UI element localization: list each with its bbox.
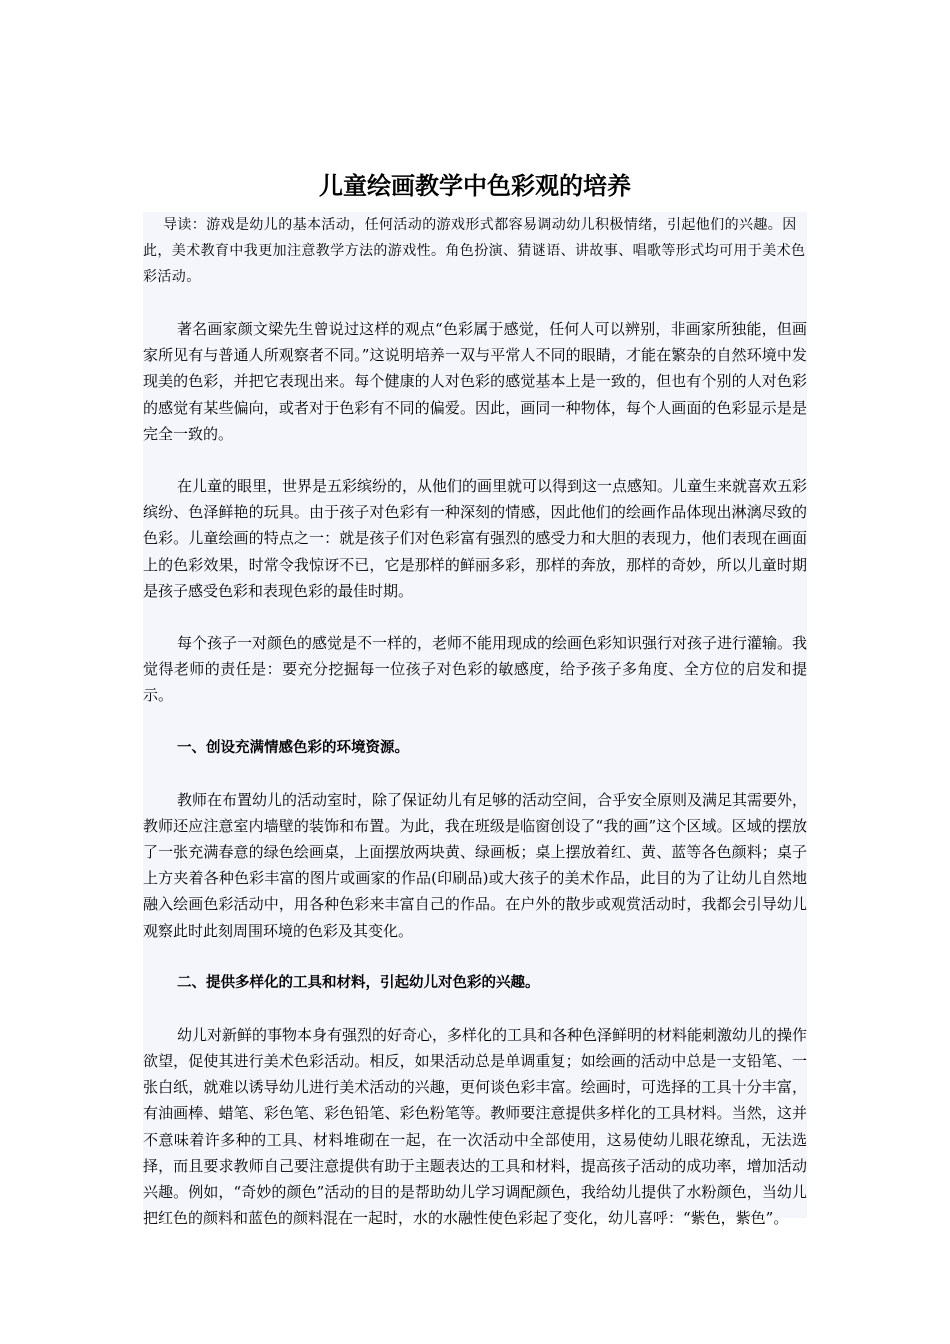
section-heading: 一、创设充满情感色彩的环境资源。 bbox=[177, 739, 409, 756]
section-paragraph: 幼儿对新鲜的事物本身有强烈的好奇心，多样化的工具和各种色泽鲜明的材料能刺激幼儿的操作欲望，促使其进行美术色彩活动。相反，如果活动总是单调重复；如绘画的活动中总是一支铅笔、一张白纸，就难以诱导幼儿进行美术活动的兴趣，更何谈色彩丰富。绘画时，可选择的工具十分丰富，有油画棒、蜡笔、彩色笔、彩色铅笔、彩色粉笔等。教师要注意提供多样化的工具材料。当然，这并不意味着许多种的工具、材料堆砌在一起，在一次活动中全部使用，这易使幼儿眼花缭乱，无法选择，而且要求教师自己要注意提供有助于主题表达的工具和材料，提高孩子活动的成功率，增加活动兴趣。例如，“奇妙的颜色”活动的目的是帮助幼儿学习调配颜色，我给幼儿提供了水粉颜色，当幼儿把红色的颜料和蓝色的颜料混在一起时，水的水融性使色彩起了变化，幼儿喜呼：“紫色，紫色”。 bbox=[143, 1025, 808, 1228]
page-title: 儿童绘画教学中色彩观的培养 bbox=[319, 172, 631, 201]
section-heading: 二、提供多样化的工具和材料，引起幼儿对色彩的兴趣。 bbox=[177, 974, 540, 991]
body-paragraph: 每个孩子一对颜色的感觉是不一样的，老师不能用现成的绘画色彩知识强行对孩子进行灌输。我觉得老师的责任是：要充分挖掘每一位孩子对色彩的敏感度，给予孩子多角度、全方位的启发和提示。 bbox=[143, 634, 808, 705]
intro-paragraph: 导读：游戏是幼儿的基本活动，任何活动的游戏形式都容易调动幼儿积极情绪，引起他们的兴趣。因此，美术教育中我更加注意教学方法的游戏性。角色扮演、猜谜语、讲故事、唱歌等形式均可用于美术色彩活动。 bbox=[143, 217, 806, 285]
section-paragraph: 教师在布置幼儿的活动室时，除了保证幼儿有足够的活动空间，合乎安全原则及满足其需要外，教师还应注意室内墙壁的装饰和布置。为此，我在班级是临窗创设了“我的画”这个区域。区域的摆放了一张充满春意的绿色绘画桌，上面摆放两块黄、绿画板；桌上摆放着红、黄、蓝等各色颜料；桌子上方夹着各种色彩丰富的图片或画家的作品(印刷品)或大孩子的美术作品，此目的为了让幼儿自然地融入绘画色彩活动中，用各种色彩来丰富自己的作品。在户外的散步或观赏活动时，我都会引导幼儿观察此时此刻周围环境的色彩及其变化。 bbox=[143, 790, 808, 940]
body-paragraph: 在儿童的眼里，世界是五彩缤纷的，从他们的画里就可以得到这一点感知。儿童生来就喜欢五彩缤纷、色泽鲜艳的玩具。由于孩子对色彩有一种深刻的情感，因此他们的绘画作品体现出淋漓尽致的色彩。儿童绘画的特点之一：就是孩子们对色彩富有强烈的感受力和大胆的表现力，他们表现在画面上的色彩效果，时常令我惊讶不已，它是那样的鲜丽多彩，那样的奔放，那样的奇妙，所以儿童时期是孩子感受色彩和表现色彩的最佳时期。 bbox=[143, 477, 808, 600]
article-body bbox=[143, 212, 808, 1228]
body-paragraph: 著名画家颜文梁先生曾说过这样的观点“色彩属于感觉，任何人可以辨别，非画家所独能，但画家所见有与普通人所观察者不同。”这说明培养一双与平常人不同的眼睛，才能在繁杂的自然环境中发现美的色彩，并把它表现出来。每个健康的人对色彩的感觉基本上是一致的，但也有个别的人对色彩的感觉有某些偏向，或者对于色彩有不同的偏爱。因此，画同一种物体，每个人画面的色彩显示是是完全一致的。 bbox=[143, 320, 807, 443]
